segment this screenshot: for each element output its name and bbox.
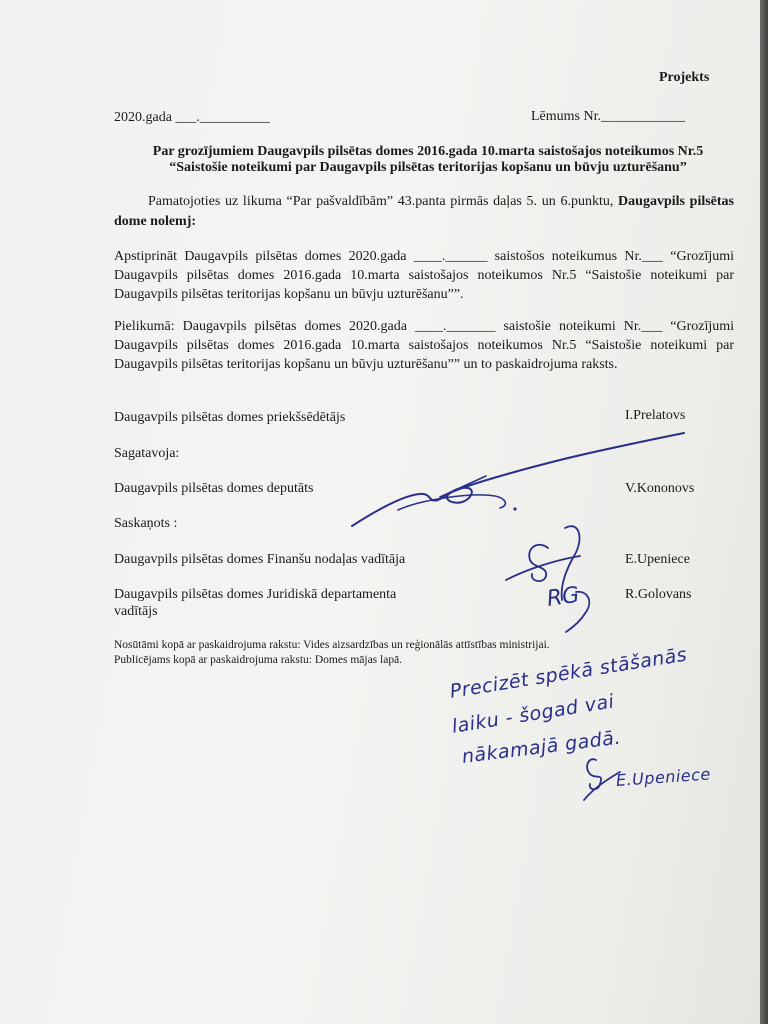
- deputy-role: Daugavpils pilsētas domes deputāts: [114, 481, 314, 496]
- handwritten-note-line-3: nākamajā gadā.: [460, 726, 623, 768]
- finance-role: Daugavpils pilsētas domes Finanšu nodaļas vadītāja: [114, 552, 406, 567]
- legal-role-line-2: vadītājs: [114, 604, 158, 619]
- handwritten-note-line-1: Precizēt spēkā stāšanās: [448, 643, 689, 703]
- chair-role: Daugavpils pilsētas domes priekšsēdētājs: [114, 410, 346, 425]
- chair-name: I.Prelatovs: [625, 408, 686, 423]
- note-signature-icon: [584, 759, 620, 800]
- decision-number: Lēmums Nr.____________: [531, 109, 685, 124]
- approve-paragraph: Apstiprināt Daugavpils pilsētas domes 2020.gada ____.______ saistošos noteikumus Nr.___ “Grozījumi Daugavpils pilsētas domes 2016.gada 10.marta saistošajos noteikumos Nr.5 “Saistošie noteikumi par Daugavpils pilsētas teritorijas kopšanu un būvju uzturēšanu””.: [114, 249, 734, 302]
- page-edge-shadow: [760, 0, 768, 1024]
- legal-signature-icon: RG: [545, 582, 581, 612]
- deputy-name: V.Kononovs: [625, 481, 695, 496]
- annex-paragraph: Pielikumā: Daugavpils pilsētas domes 2020.gada ____._______ saistošie noteikumi Nr.___ “Grozījumi Daugavpils pilsētas domes 2016.gada 10.marta saistošajos noteikumos Nr.5 “Saistošie noteikumi par Daugavpils pilsētas teritorijas kopšanu un būvju uzturēšanu”” un to paskaidrojuma raksts.: [114, 319, 734, 372]
- finance-name: E.Upeniece: [625, 552, 690, 567]
- handwritten-note-line-2: laiku - šogad vai: [450, 690, 616, 738]
- title-line-1: Par grozījumiem Daugavpils pilsētas domes 2016.gada 10.marta saistošajos noteikumos Nr.5: [152, 144, 704, 159]
- legal-role-line-1: Daugavpils pilsētas domes Juridiskā departamenta: [114, 587, 397, 602]
- basis-text: Pamatojoties uz likuma “Par pašvaldībām” 43.panta pirmās daļas 5. un 6.punktu,: [148, 194, 619, 209]
- agreed-label: Saskaņots :: [114, 516, 178, 531]
- chair-signature-icon: [352, 433, 684, 526]
- title-line-2: “Saistošie noteikumi par Daugavpils pilsētas teritorijas kopšanu un būvju uzturēšanu”: [169, 160, 687, 175]
- prepared-label: Sagatavoja:: [114, 446, 180, 461]
- legal-name: R.Golovans: [625, 587, 692, 602]
- date-line: 2020.gada ___.__________: [114, 110, 270, 125]
- handwritten-signature-name: E.Upeniece: [615, 764, 712, 790]
- draft-status-label: Projekts: [659, 70, 710, 85]
- basis-bold-text: Daugavpils pilsētas dome nolemj:: [114, 194, 734, 229]
- send-note: Nosūtāmi kopā ar paskaidrojuma rakstu: Vides aizsardzības un reģionālās attīstības ministrijai.: [114, 639, 550, 651]
- publish-note: Publicējams kopā ar paskaidrojuma rakstu: Domes mājas lapā.: [114, 654, 403, 666]
